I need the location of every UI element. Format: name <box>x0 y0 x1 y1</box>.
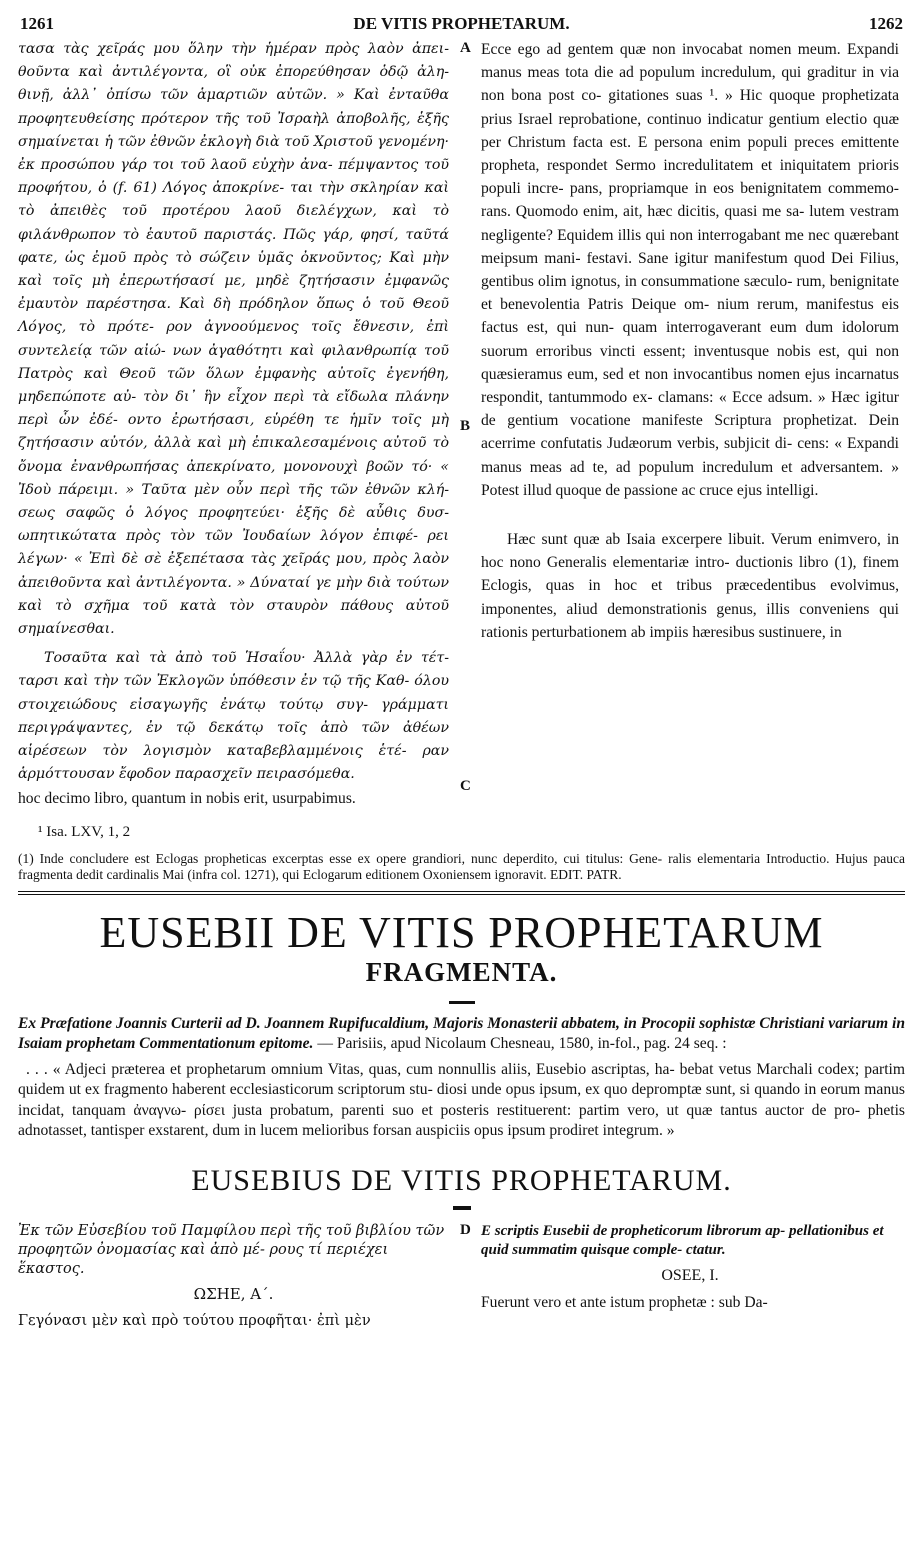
title-dash <box>449 1001 475 1004</box>
latin-column <box>467 38 899 787</box>
greek-chapter-heading: ΩΣΗΕ, Α΄. <box>193 1284 274 1303</box>
greek-column <box>18 38 467 787</box>
preface-source <box>18 1014 905 1054</box>
latin-intro: E scriptis Eusebii de propheticorum librorum ap- pellationibus et quid summatim quisque comple- ctatur. <box>481 1222 884 1258</box>
section-subtitle: FRAGMENTA. <box>365 956 558 987</box>
page-number-right: 1262 <box>869 14 903 33</box>
section-rule-2 <box>18 894 905 895</box>
latin-paragraph-1: Ecce ego ad gentem quæ non invocabat nomen meum. Expandi manus meas tota die ad populum incredulum, qui graditur in via non bona post co- gitationes suas ¹. » Hic quoque prophetizata prius Israel reprobatione, continuo indicatur gentium electio quæ per Christum facta est. E persona enim populi preces emittente propheta, respondet Sermo incredulitatem et iniquitatem prioris populi incre- pans, propriamque in eos benignitatem commemo- rans. Quomodo enim, ait, hæc dicitis, quasi me sa- lutem vestram negligente? Equidem illis qui non interrogabant me nec quærebant meipsum mani- festavi. Sane igitur manifestum quod Dei Filius, gentibus olim ignotus, in consummatione sæculo- rum, benignitate et benevolentia Patris Deique om- nium rerum, manifestus eis factus est, qui nun- quam interrogaverant eum dum idolorum suorum erroribus vincti essent; inventusque nobis est, qui non quæsieramus eum, sed et non invocantibus nomen ejus incarnatus respondit, tantummodo ex- clamans: « Ecce adsum. » Hæc igitur de gentium vocatione manifeste Scriptura prophetizat. Dein acerrime confutatis Judæorum verbis, subjicit di- cens: « Expandi manus meas ad te, ad populum incredulum et adversantem. » Potest illud quoque de passione ac cruce ejus intelligi. <box>481 41 899 499</box>
greek-first-line: Γεγόνασι μὲν καὶ πρὸ τούτου προφῆται· ἐπὶ μὲν <box>18 1312 371 1329</box>
section-title: EUSEBII DE VITIS PROPHETARUM <box>99 907 824 957</box>
margin-marker-b: B <box>460 418 471 434</box>
running-title: DE VITIS PROPHETARUM. <box>353 14 570 33</box>
section-rule <box>18 891 905 892</box>
preface-quote: . . . « Adjeci præterea et prophetarum omnium Vitas, quas, cum nonnullis aliis, Eusebio ascriptas, ha- bebat vetus Marchali codex; partim quidem ut ex fragmento haberent ecclesiasticorum scriptorum stu- diosi unde opus ipsum, ex quo depromptæ sunt, si quando in eorum manus incidat, tanquam ἀναγνω- ρίσει justa probatum, parenti suo et posteris restituerent: partim vero, ut quæ tantus auctor de pro- phetis adnotasset, tantisper exstarent, dum in lucem melioribus forsan auspiciis opus ipsum prodiret integrum. » <box>18 1060 905 1139</box>
footnote-editor: (1) Inde concludere est Eclogas propheticas excerptas esse ex opere grandiori, nunc deperdito, cui titulus: Gene- ralis elementaria Introductio. Hujus pauca fragmenta dedit cardinalis Mai (infra col. 1271), qui Eclogarum editionem Oxoniensem ignoravit. EDIT. PATR. <box>18 850 905 882</box>
section2-dash <box>453 1206 471 1210</box>
footnote-scripture: ¹ Isa. LXV, 1, 2 <box>38 823 131 840</box>
latin-paragraph-2: Hæc sunt quæ ab Isaia excerpere libuit. Verum enimvero, in hoc nono Generalis elementariæ intro- ductionis libro (1), finem Eclogis, quas in hoc et tribus præcedentibus evolvimus, imponentes, aliud demonstrationis genus, illis conveniens qui rationis perturbationem ab impiis hæresibus sustinuere, in <box>481 531 899 641</box>
greek-intro: Ἐκ τῶν Εὐσεβίου τοῦ Παμφίλου περὶ τῆς τοῦ βιβλίου τῶν προφητῶν ὀνομασίας καὶ ἀπὸ μέ- ρους τί περιέχει ἕκαστος. <box>18 1222 445 1277</box>
margin-marker-c: C <box>460 778 471 794</box>
running-header <box>18 14 905 38</box>
parallel-columns <box>18 38 905 794</box>
preface-source-title: Ex Præfatione Joannis Curterii ad D. Joannem Rupifucaldium, Majoris Monasterii abbatem, in Procopii sophistæ Christiani variarum in Isaiam prophetam Commentationum epitome. <box>18 1014 905 1052</box>
greek-paragraph-2: Τοσαῦτα καὶ τὰ ἀπὸ τοῦ Ἡσαΐου· Ἀλλὰ γὰρ ἐν τέτ- ταρσι καὶ τὴν τῶν Ἐκλογῶν ὑπόθεσιν ἐν τῷ τῆς Καθ- όλου στοιχειώδους εἰσαγωγῆς ἐνάτῳ τούτῳ συγ- γράμματι περιγράψαντες, ἐν τῷ δεκάτῳ τοῖς ἀπὸ τῶν ἀθέων αἱρέσεων τὸν λογισμὸν καταβεβλαμμένοις ἑτέ- ραν ἁρμόττουσαν ἔφοδον παρασχεῖν πειρασόμεθα. <box>18 650 449 783</box>
tail-line: hoc decimo libro, quantum in nobis erit, usurpabimus. <box>18 789 356 807</box>
latin-first-line: Fuerunt vero et ante istum prophetæ : sub Da- <box>481 1293 768 1311</box>
section2-title: EUSEBIUS DE VITIS PROPHETARUM. <box>191 1163 732 1197</box>
margin-marker-a: A <box>460 40 471 56</box>
latin-bottom-column <box>467 1222 899 1331</box>
bottom-columns <box>18 1222 905 1331</box>
margin-marker-d: D <box>460 1221 471 1238</box>
greek-bottom-column <box>18 1222 467 1331</box>
greek-paragraph-1: τασα τὰς χεῖράς μου ὅλην τὴν ἡμέραν πρὸς λαὸν ἀπει- θοῦντα καὶ ἀντιλέγοντα, οἳ οὐκ ἐπορεύθησαν ὁδῷ ἀλη- θινῇ, ἀλλ᾽ ὀπίσω τῶν ἁμαρτιῶν αὐτῶν. » Καὶ ἐνταῦθα προφητευθείσης πρότερον τῆς τοῦ Ἰσραὴλ ἀποβολῆς, ἑξῆς σημαίνεται ἡ τῶν ἐθνῶν ἐκλογὴ διὰ τοῦ Χριστοῦ γενομένη· ἐκ προσώπου γάρ τοι τοῦ λαοῦ εὐχὴν ἀνα- πέμψαντος τοῦ προφήτου, ὁ (f. 61) Λόγος ἀποκρίνε- ται τὴν σκληρίαν καὶ τὸ ἀπειθὲς τοῦ προτέρου λαοῦ διελέγχων, καὶ τὸ φιλάνθρωπον τὸ ἑαυτοῦ παριστάς. Πῶς γάρ, φησί, ταῦτά φατε, ὡς ἐμοῦ πρὸς τὸ σώζειν ὑμᾶς ὀκνοῦντος; Καὶ μὴν καὶ τοῖς μὴ ἐπερωτήσασί με, μηδὲ ζητήσασιν ἐμφανῶς ἐμαυτὸν παρέστησα. Καὶ δὴ πρόδηλον ὅπως ὁ τοῦ Θεοῦ Λόγος, τὸ πρότε- ρον ἀγνοούμενος τοῖς ἔθνεσιν, ἐπὶ συντελείᾳ τῶν αἰώ- νων ἀγαθότητι καὶ φιλανθρωπίᾳ τοῦ Πατρὸς καὶ Θεοῦ τῶν ὅλων ἐμφανὴς αὐτοῖς ἐγενήθη, μηδεπώποτε αὐ- τὸν δι᾽ ἣν εἶχον περὶ τὰ εἴδωλα πλάνην περὶ ὧν ἐδέ- οντο ἐρωτήσασι, εὑρέθη τε ἡμῖν τοῖς μὴ ζητήσασιν αὐτόν, ἀλλὰ καὶ μὴ ἐπικαλεσαμένοις αὐτοῦ τὸ ὄνομα ἐνανθρωπήσας ἀπεκρίνατο, μονονουχὶ βοῶν τό· « Ἰδοὺ πάρειμι. » Ταῦτα μὲν οὖν περὶ τῆς τῶν ἐθνῶν κλή- σεως σαφῶς ὁ λόγος προφητεύει· ἑξῆς δὲ αὖθις δυσ- ωπητικώτατα πρὸς τὸν τῶν Ἰουδαίων λόγον ἐπιφέ- ρει λέγων· « Ἐπὶ δὲ σὲ ἐξεπέτασα τὰς χεῖράς μου, πρὸς λαὸν ἀπειθοῦντα καὶ ἀντιλέγοντα. » Δύναταί γε μὴν διὰ τούτων καὶ τὸ σχῆμα τοῦ κατὰ τὸν σταυρὸν πάθους αὐτοῦ σημαίνεσθαι. <box>18 41 449 638</box>
page-number-left: 1261 <box>20 14 54 33</box>
latin-chapter-heading: OSEE, I. <box>661 1266 719 1284</box>
preface-source-imprint: — Parisiis, apud Nicolaum Chesneau, 1580, in-fol., pag. 24 seq. : <box>317 1034 727 1052</box>
